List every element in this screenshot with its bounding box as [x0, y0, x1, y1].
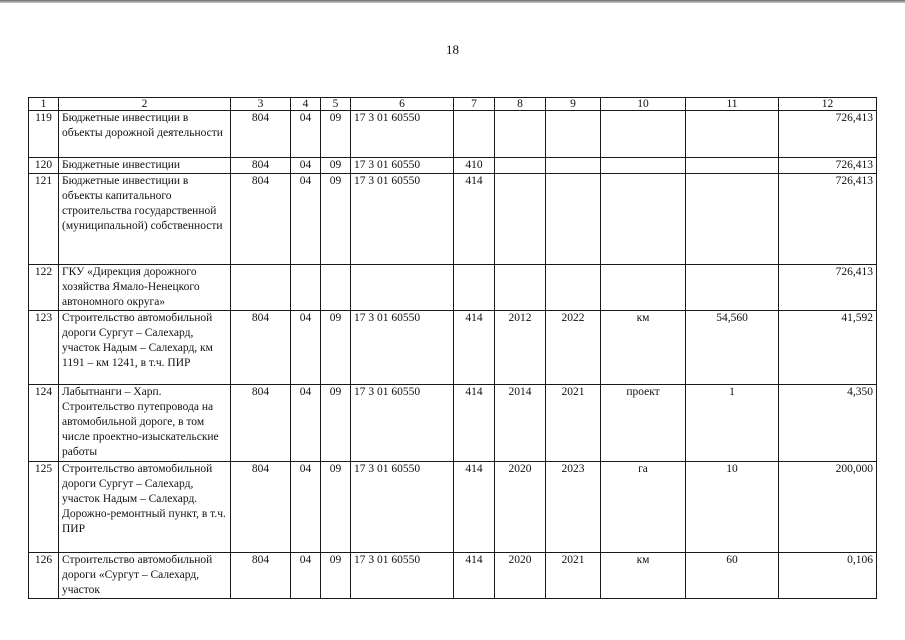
cell-c3: 804: [231, 311, 291, 385]
cell-c3: 804: [231, 158, 291, 174]
cell-c7: [454, 265, 495, 311]
cell-c8: 2014: [495, 385, 546, 462]
cell-c9: 2022: [546, 311, 601, 385]
row-name: Лабытнанги – Харп. Строительство путепровода на автомобильной дороге, в том числе проектно-изыскательские работы: [59, 385, 231, 462]
cell-c11: [686, 174, 779, 265]
cell-c3: 804: [231, 553, 291, 599]
table-row: [29, 385, 877, 462]
cell-c4: 04: [291, 311, 321, 385]
row-name: Строительство автомобильной дороги Сургут – Салехард, участок Надым – Салехард, км 1191 – км 1241, в т.ч. ПИР: [59, 311, 231, 385]
cell-c9: 2021: [546, 553, 601, 599]
cell-c4: 04: [291, 174, 321, 265]
cell-c5: 09: [321, 311, 351, 385]
column-header-12: 12: [779, 98, 877, 111]
row-number: 121: [29, 174, 59, 265]
cell-c12: 200,000: [779, 462, 877, 553]
cell-c10: [601, 265, 686, 311]
cell-c11: [686, 111, 779, 158]
cell-c11: [686, 158, 779, 174]
cell-c9: 2021: [546, 385, 601, 462]
table-row: [29, 311, 877, 385]
column-header-1: 1: [29, 98, 59, 111]
row-number: 124: [29, 385, 59, 462]
cell-c7: 414: [454, 385, 495, 462]
row-name: Бюджетные инвестиции в объекты дорожной деятельности: [59, 111, 231, 158]
cell-c4: 04: [291, 111, 321, 158]
cell-c10: [601, 111, 686, 158]
cell-c5: 09: [321, 553, 351, 599]
cell-c7: 410: [454, 158, 495, 174]
cell-c5: 09: [321, 385, 351, 462]
row-number: 122: [29, 265, 59, 311]
column-header-11: 11: [686, 98, 779, 111]
column-header-7: 7: [454, 98, 495, 111]
table-row: [29, 158, 877, 174]
row-name: Бюджетные инвестиции в объекты капитального строительства государственной (муниципальной) собственности: [59, 174, 231, 265]
cell-c12: 726,413: [779, 111, 877, 158]
cell-c4: 04: [291, 385, 321, 462]
cell-c8: 2020: [495, 462, 546, 553]
cell-c10: [601, 158, 686, 174]
cell-c8: 2012: [495, 311, 546, 385]
cell-c3: [231, 265, 291, 311]
cell-c5: 09: [321, 158, 351, 174]
cell-c4: 04: [291, 462, 321, 553]
cell-c9: [546, 111, 601, 158]
table-header-row: [29, 98, 877, 111]
cell-c12: 0,106: [779, 553, 877, 599]
cell-c6: 17 3 01 60550: [351, 174, 454, 265]
row-name: Строительство автомобильной дороги Сургут – Салехард, участок Надым – Салехард. Дорожно-ремонтный пункт, в т.ч. ПИР: [59, 462, 231, 553]
cell-c6: 17 3 01 60550: [351, 111, 454, 158]
cell-c10: км: [601, 311, 686, 385]
cell-c9: [546, 174, 601, 265]
cell-c7: 414: [454, 174, 495, 265]
cell-c6: [351, 265, 454, 311]
cell-c7: 414: [454, 462, 495, 553]
cell-c8: [495, 158, 546, 174]
row-number: 126: [29, 553, 59, 599]
table-row: [29, 265, 877, 311]
cell-c8: [495, 111, 546, 158]
cell-c5: 09: [321, 462, 351, 553]
row-number: 119: [29, 111, 59, 158]
cell-c11: 54,560: [686, 311, 779, 385]
cell-c6: 17 3 01 60550: [351, 462, 454, 553]
row-number: 120: [29, 158, 59, 174]
cell-c9: 2023: [546, 462, 601, 553]
cell-c4: 04: [291, 553, 321, 599]
cell-c10: км: [601, 553, 686, 599]
cell-c12: 726,413: [779, 174, 877, 265]
table-row: [29, 462, 877, 553]
cell-c10: проект: [601, 385, 686, 462]
cell-c9: [546, 265, 601, 311]
column-header-4: 4: [291, 98, 321, 111]
cell-c6: 17 3 01 60550: [351, 553, 454, 599]
cell-c8: [495, 265, 546, 311]
cell-c3: 804: [231, 174, 291, 265]
cell-c7: [454, 111, 495, 158]
cell-c6: 17 3 01 60550: [351, 385, 454, 462]
scan-top-edge: [0, 0, 905, 3]
cell-c12: 41,592: [779, 311, 877, 385]
cell-c11: 60: [686, 553, 779, 599]
cell-c12: 4,350: [779, 385, 877, 462]
column-header-8: 8: [495, 98, 546, 111]
row-name: ГКУ «Дирекция дорожного хозяйства Ямало-Ненецкого автономного округа»: [59, 265, 231, 311]
cell-c8: [495, 174, 546, 265]
column-header-5: 5: [321, 98, 351, 111]
cell-c5: 09: [321, 174, 351, 265]
cell-c3: 804: [231, 385, 291, 462]
column-header-3: 3: [231, 98, 291, 111]
column-header-2: 2: [59, 98, 231, 111]
table-row: [29, 553, 877, 599]
cell-c7: 414: [454, 311, 495, 385]
column-header-6: 6: [351, 98, 454, 111]
page-number: 18: [446, 42, 459, 57]
cell-c11: 10: [686, 462, 779, 553]
cell-c3: 804: [231, 462, 291, 553]
cell-c5: [321, 265, 351, 311]
row-number: 123: [29, 311, 59, 385]
row-name: Бюджетные инвестиции: [59, 158, 231, 174]
cell-c3: 804: [231, 111, 291, 158]
cell-c7: 414: [454, 553, 495, 599]
table-row: [29, 174, 877, 265]
cell-c4: 04: [291, 158, 321, 174]
budget-table: [28, 97, 877, 599]
cell-c6: 17 3 01 60550: [351, 311, 454, 385]
column-header-9: 9: [546, 98, 601, 111]
cell-c10: га: [601, 462, 686, 553]
cell-c10: [601, 174, 686, 265]
cell-c11: [686, 265, 779, 311]
table-row: [29, 111, 877, 158]
cell-c5: 09: [321, 111, 351, 158]
cell-c6: 17 3 01 60550: [351, 158, 454, 174]
cell-c12: 726,413: [779, 158, 877, 174]
cell-c12: 726,413: [779, 265, 877, 311]
cell-c8: 2020: [495, 553, 546, 599]
row-number: 125: [29, 462, 59, 553]
cell-c11: 1: [686, 385, 779, 462]
row-name: Строительство автомобильной дороги «Сургут – Салехард, участок: [59, 553, 231, 599]
cell-c9: [546, 158, 601, 174]
column-header-10: 10: [601, 98, 686, 111]
cell-c4: [291, 265, 321, 311]
table-body: [29, 98, 877, 599]
